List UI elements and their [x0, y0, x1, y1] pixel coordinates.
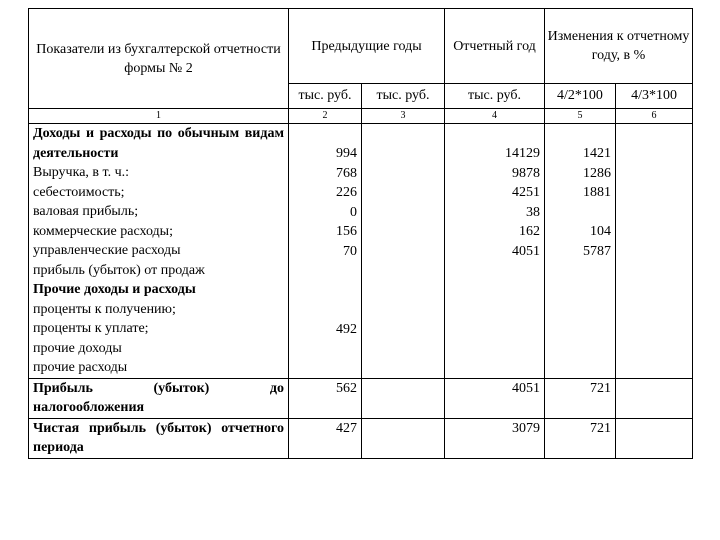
value-cell: 156 — [336, 224, 357, 239]
value-cell: 38 — [526, 204, 540, 220]
value-cell: 0 — [350, 204, 357, 220]
value-cell: 562 — [289, 378, 362, 418]
col2-values — [289, 124, 362, 379]
row-label-interest-payable: проценты к уплате; — [33, 321, 149, 336]
value-cell: 162 — [519, 224, 540, 239]
indicator-header: Показатели из бухгалтерской отчетности формы № 2 — [29, 9, 289, 109]
value-cell: 768 — [336, 165, 357, 181]
value-cell: 4251 — [512, 185, 540, 200]
changes-header: Изменения к отчетному году, в % — [545, 9, 693, 84]
unit-prev2: тыс. руб. — [362, 84, 445, 109]
value-cell: 3079 — [445, 418, 545, 458]
value-cell: 4051 — [445, 378, 545, 418]
value-cell: 492 — [336, 321, 357, 337]
value-cell: 721 — [545, 378, 616, 418]
row-label-revenue: Выручка, в т. ч.: — [33, 165, 130, 180]
value-cell: 5787 — [583, 243, 611, 259]
column-number: 3 — [362, 109, 445, 124]
value-cell: 427 — [289, 418, 362, 458]
unit-report: тыс. руб. — [445, 84, 545, 109]
col4-values — [445, 124, 545, 379]
row-label-commercial-expenses: коммерческие расходы; — [33, 223, 173, 239]
col6-values — [616, 124, 693, 379]
row-label-net-profit: Чистая прибыль (убыток) отчетного периода — [29, 418, 289, 458]
previous-years-header: Предыдущие годы — [289, 9, 445, 84]
reporting-year-header: Отчетный год — [445, 9, 545, 84]
row-label-other-expenses: прочие расходы — [33, 360, 128, 375]
row-label-cost: себестоимость; — [33, 184, 125, 200]
value-cell: 9878 — [512, 165, 540, 181]
column-number: 1 — [29, 109, 289, 124]
value-cell: 721 — [545, 418, 616, 458]
column-number: 5 — [545, 109, 616, 124]
value-cell: 4051 — [512, 243, 540, 259]
column-number: 2 — [289, 109, 362, 124]
value-cell: 1286 — [583, 165, 611, 181]
col3-values — [362, 124, 445, 379]
value-cell: 1881 — [583, 185, 611, 200]
row-label-ordinary-activities: Доходы и расходы по обычным видам деятельности — [33, 126, 284, 161]
row-label-profit-before-tax: Прибыль (убыток) до налогообложения — [29, 378, 289, 418]
row-label-other-income: прочие доходы — [33, 340, 122, 356]
value-cell: 994 — [336, 146, 357, 161]
value-cell — [545, 203, 611, 223]
row-label-admin-expenses: управленческие расходы — [33, 243, 181, 258]
row-label-gross-profit: валовая прибыль; — [33, 204, 139, 219]
financial-table — [28, 8, 693, 459]
value-cell: 1421 — [583, 146, 611, 161]
value-cell: 70 — [343, 243, 357, 259]
row-label-sales-profit: прибыль (убыток) от продаж — [33, 262, 205, 278]
value-cell: 14129 — [505, 146, 540, 161]
row-label-other-income-expenses: Прочие доходы и расходы — [33, 282, 196, 297]
formula-1: 4/2*100 — [545, 84, 616, 109]
section-labels-cell — [29, 124, 289, 379]
value-cell: 226 — [336, 185, 357, 200]
column-number: 4 — [445, 109, 545, 124]
unit-prev1: тыс. руб. — [289, 84, 362, 109]
row-label-interest-receivable: проценты к получению; — [33, 301, 176, 317]
value-cell: 104 — [590, 224, 611, 239]
column-number: 6 — [616, 109, 693, 124]
formula-2: 4/3*100 — [616, 84, 693, 109]
col5-values — [545, 124, 616, 379]
